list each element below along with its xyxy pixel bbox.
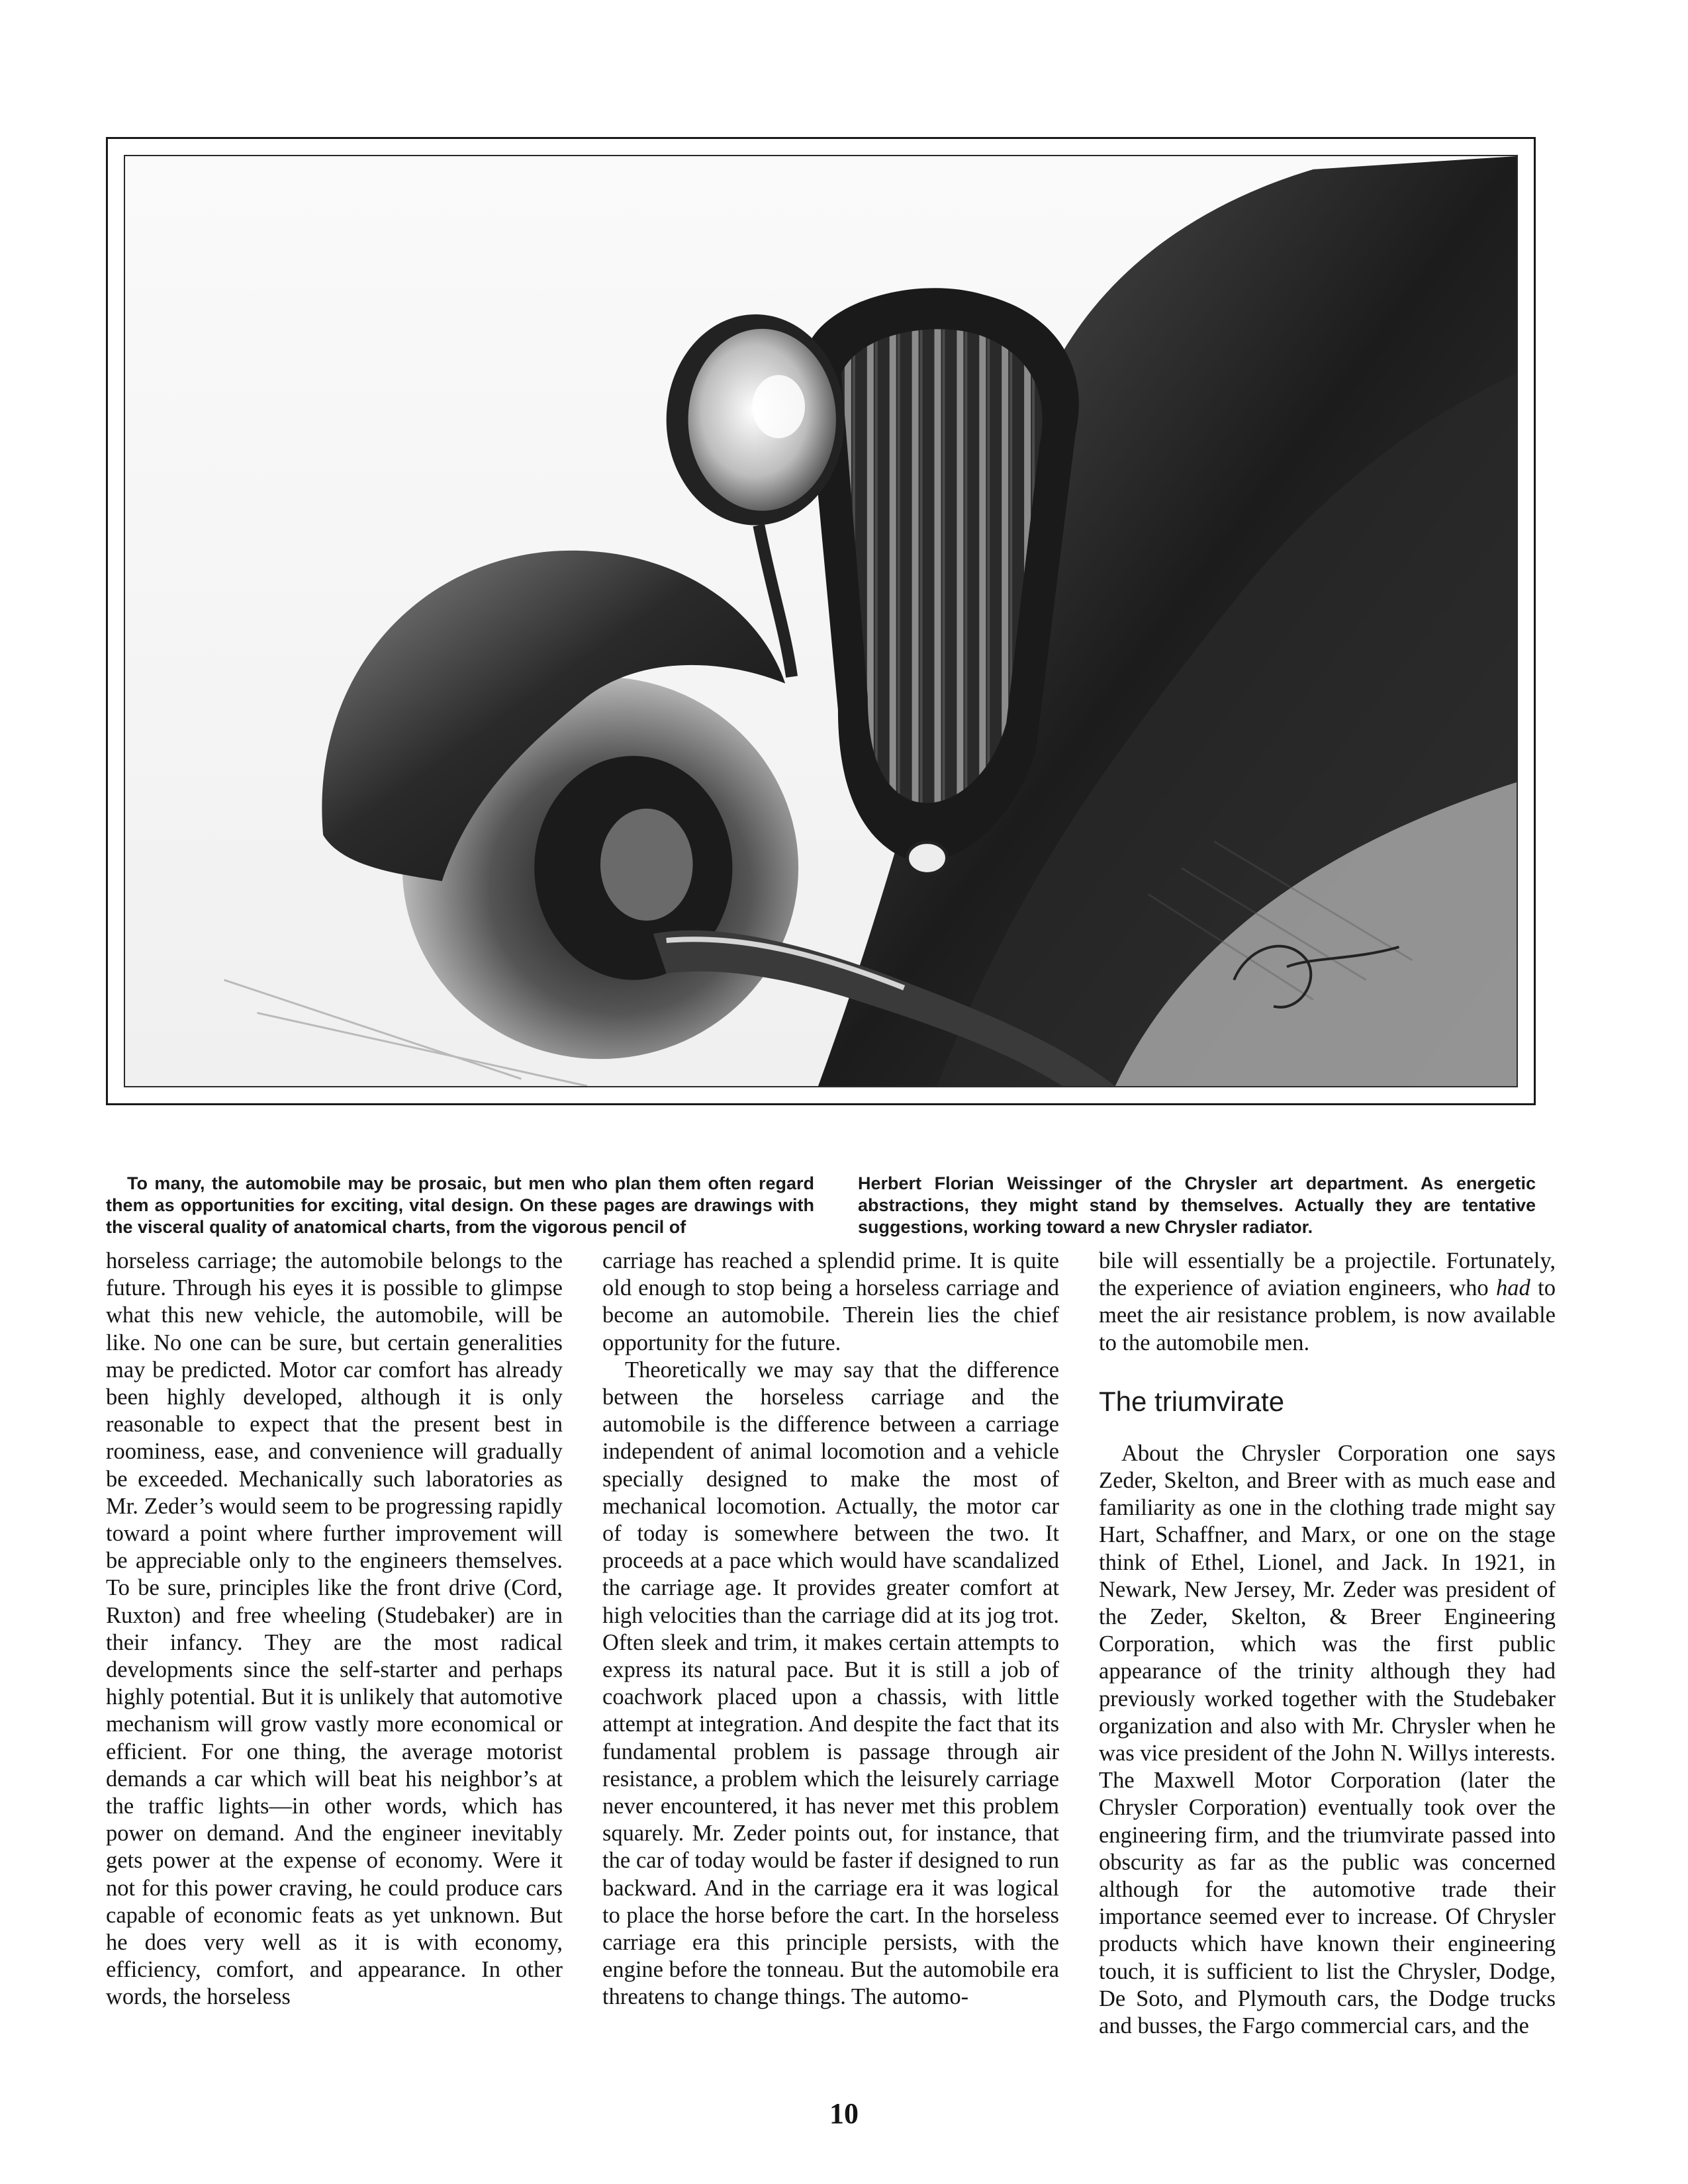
text-run: to meet the air resistance problem, is now available to the automobile men. (1099, 1275, 1556, 1355)
section-heading: The triumvirate (1099, 1385, 1285, 1417)
page-number: 10 (829, 2097, 859, 2130)
caption-left: To many, the automobile may be prosaic, but men who plan them often regard them as opportunities for exciting, vital design. On these pages are drawings with the visceral quality of anatomical charts, from the vigorous pencil of (106, 1173, 814, 1237)
column-1 (106, 1248, 563, 2011)
illustration-frame (106, 137, 1536, 1105)
paragraph: About the Chrysler Corporation one says Zeder, Skelton, and Breer with as much ease and familiarity as one in the clothing trade might say Hart, Schaffner, and Marx, or one on the stage think of Ethel, Lionel, and Jack. In 1921, in Newark, New Jersey, Mr. Zeder was president of the Zeder, Skelton, & Breer Engineering Corporation, which was the first public appearance of the trinity although they had previously worked together with the Studebaker organization and also with Mr. Chrysler when he was vice president of the John N. Willys interests. The Maxwell Motor Corporation (later the Chrysler Corporation) eventually took over the engineering firm, and the triumvirate passed into obscurity as far as the public was concerned although for the automotive trade their importance seemed ever to increase. Of Chrysler products which have known their engineering touch, it is sufficient to list the Chrysler, Dodge, De Soto, and Plymouth cars, the Dodge trucks and busses, the Fargo commercial cars, and the (1099, 1440, 1556, 2039)
paragraph: carriage has reached a splendid prime. It is quite old enough to stop being a horseless carriage and become an automobile. Therein lies the chief opportunity for the future. (602, 1248, 1059, 1355)
caption-right: Herbert Florian Weissinger of the Chrysler art department. As energetic abstractions, they might stand by themselves. Actually they are tentative suggestions, working toward a new Chrysler radiator. (858, 1173, 1536, 1237)
car-drawing (124, 155, 1518, 1087)
text-run: bile will essentially be a projectile. Fortunately, the experience of aviation engineers, who (1099, 1248, 1556, 1301)
paragraph: Theoretically we may say that the difference between the horseless carriage and the automobile is the difference between a carriage independent of animal locomotion and a vehicle specially designed to make the most of mechanical locomotion. Actually, the motor car of today is somewhere between the two. It proceeds at a pace which would have scandalized the carriage age. It provides greater comfort at high velocities than the carriage did at its jog trot. Often sleek and trim, it makes certain attempts to express its natural pace. But it is still a job of coachwork placed upon a chassis, with little attempt at integration. And despite the fact that its fundamental problem is passage through air resistance, a problem which the leisurely carriage never encountered, it has never met this problem squarely. Mr. Zeder points out, for instance, that the car of today would be faster if designed to run backward. And in the carriage era it was logical to place the horse before the cart. In the horseless carriage era this principle persists, with the engine before the tonneau. But the automobile era threatens to change things. The automo- (602, 1357, 1059, 2010)
column-3 (1099, 1248, 1556, 2040)
paragraph (1099, 1248, 1556, 1357)
column-2 (602, 1248, 1059, 2011)
paragraph: horseless carriage; the automobile belongs to the future. Through his eyes it is possible to glimpse what this new vehicle, the automobile, will be like. No one can be sure, but certain generalities may be predicted. Motor car comfort has already been highly developed, although it is only reasonable to expect that the present best in roominess, ease, and convenience will gradually be exceeded. Mechanically such laboratories as Mr. Zeder’s would seem to be progressing rapidly toward a point where further improvement will be appreciable only to the engineers themselves. To be sure, principles like the front drive (Cord, Ruxton) and free wheeling (Studebaker) are in their infancy. They are the most radical developments since the self-starter and perhaps highly potential. But it is unlikely that automotive mechanism will grow vastly more economical or efficient. For one thing, the average motorist demands a car which will beat his neighbor’s at the traffic lights—in other words, which has power on demand. And the engineer inevitably gets power at the expense of economy. Were it not for this power craving, he could produce cars capable of economic feats as yet unknown. But he does very well as it is with economy, efficiency, comfort, and appearance. In other words, the horseless (106, 1248, 563, 2010)
car-front-drawing-icon (125, 156, 1517, 1086)
emphasis: had (1496, 1275, 1530, 1301)
